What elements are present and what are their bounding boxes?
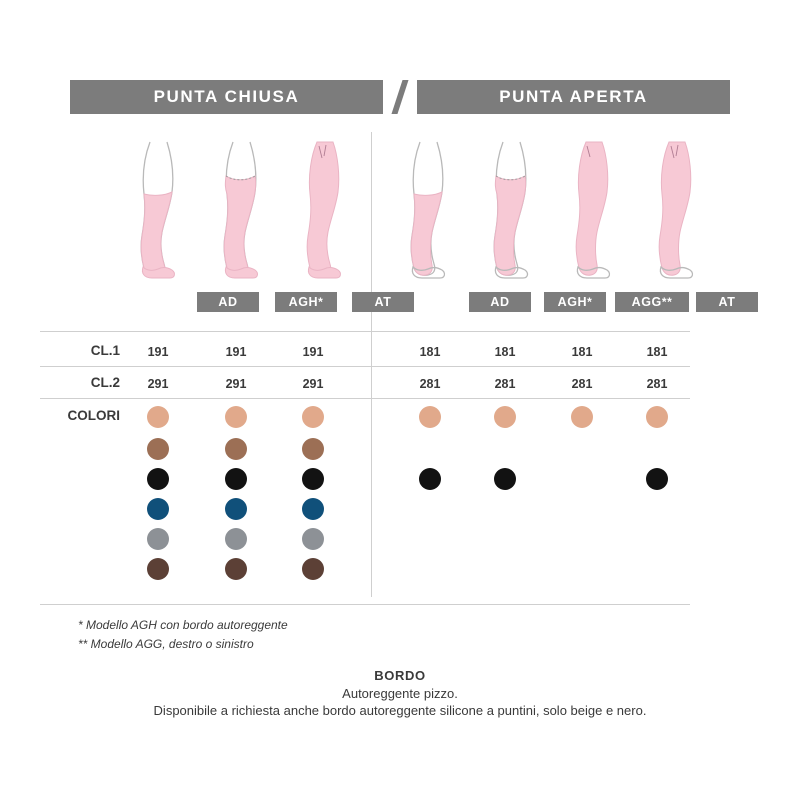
row-divider-colori [40,604,690,605]
cell-cl2-open-agh: 281 [494,377,516,391]
bordo-line-1: Autoreggente pizzo. [342,686,458,701]
header-divider [383,80,417,114]
color-swatch-closed-2-nero[interactable] [302,468,324,490]
cell-cl1-open-agh: 181 [494,345,516,359]
chip-label: AT [718,295,736,309]
color-swatch-closed-0-grigio[interactable] [147,528,169,550]
color-swatch-closed-2-blu[interactable] [302,498,324,520]
footnote-agh: * Modello AGH con bordo autoreggente [78,618,288,632]
chip-label: AGG [631,295,662,309]
slash-divider-icon [391,80,408,114]
chip-label: AGH [557,295,588,309]
color-swatch-closed-0-testa-di-moro[interactable] [147,558,169,580]
cell-cl2-open-agg: 281 [571,377,593,391]
color-swatch-closed-0-beige[interactable] [147,406,169,428]
column-chip-open-at[interactable] [696,292,758,312]
cell-cl1-closed-ad: 191 [147,345,169,359]
figure-leg-knee-high-closed-toe [120,136,202,286]
header-open-toe-title: PUNTA APERTA [417,80,730,114]
row-divider-cl2 [40,398,690,399]
color-swatch-closed-1-nero[interactable] [225,468,247,490]
color-swatch-closed-1-blu[interactable] [225,498,247,520]
cell-cl1-open-at: 181 [646,345,668,359]
column-labels [70,292,736,312]
color-swatch-closed-0-nero[interactable] [147,468,169,490]
color-swatch-open-1-nero[interactable] [494,468,516,490]
figure-leg-single-leg-tight-open-toe [555,136,637,286]
cell-cl1-closed-agh: 191 [225,345,247,359]
color-swatch-closed-0-blu[interactable] [147,498,169,520]
color-swatch-closed-1-marrone-chiaro[interactable] [225,438,247,460]
header-band [70,80,730,114]
row-label-colori: COLORI [67,408,120,423]
row-divider-top [40,331,690,332]
color-swatch-closed-1-beige[interactable] [225,406,247,428]
bordo-block [0,668,800,718]
column-chip-open-ad[interactable] [469,292,531,312]
bordo-title: BORDO [374,668,426,683]
cell-cl1-open-ad: 181 [419,345,441,359]
color-swatch-open-0-beige[interactable] [419,406,441,428]
color-swatch-open-1-beige[interactable] [494,406,516,428]
chip-star: * [318,295,324,309]
figures-closed-toe [120,136,370,286]
cell-cl1-open-agg: 181 [571,345,593,359]
color-swatch-closed-2-testa-di-moro[interactable] [302,558,324,580]
chip-label: AGH [288,295,319,309]
chip-label: AT [374,295,392,309]
column-chip-closed-ad[interactable] [197,292,259,312]
cell-cl2-closed-ad: 291 [147,377,169,391]
cell-cl2-closed-at: 291 [302,377,324,391]
row-label-cl1: CL.1 [90,343,120,358]
figure-leg-knee-high-open-toe [390,136,472,286]
header-closed-toe-title: PUNTA CHIUSA [70,80,383,114]
cell-cl2-closed-agh: 291 [225,377,247,391]
column-chip-open-agg[interactable] [615,292,689,312]
color-swatch-open-2-beige[interactable] [571,406,593,428]
column-chip-closed-at[interactable] [352,292,414,312]
chip-label: AD [218,295,238,309]
figure-leg-pantyhose-open-toe [638,136,720,286]
color-swatch-closed-1-testa-di-moro[interactable] [225,558,247,580]
bordo-line-2: Disponibile a richiesta anche bordo autoreggente silicone a puntini, solo beige e nero. [153,703,647,718]
chip-star: * [587,295,593,309]
color-swatch-open-0-nero[interactable] [419,468,441,490]
color-swatch-open-3-beige[interactable] [646,406,668,428]
color-swatch-closed-0-marrone-chiaro[interactable] [147,438,169,460]
figure-leg-thigh-high-closed-toe [203,136,285,286]
chip-label: AD [490,295,510,309]
color-swatch-closed-2-beige[interactable] [302,406,324,428]
cell-cl2-open-ad: 281 [419,377,441,391]
row-label-cl2: CL.2 [90,375,120,390]
column-chip-open-agh[interactable] [544,292,606,312]
column-chip-closed-agh[interactable] [275,292,337,312]
figure-leg-thigh-high-open-toe [473,136,555,286]
color-swatch-open-3-nero[interactable] [646,468,668,490]
chip-star: ** [661,295,673,309]
figures-row [70,136,730,286]
footnote-agg: ** Modello AGG, destro o sinistro [78,637,254,651]
figure-leg-pantyhose-closed-toe [286,136,368,286]
row-divider-cl1 [40,366,690,367]
cell-cl2-open-at: 281 [646,377,668,391]
color-swatch-closed-2-grigio[interactable] [302,528,324,550]
figures-open-toe [390,136,720,286]
color-swatch-closed-2-marrone-chiaro[interactable] [302,438,324,460]
color-swatch-closed-1-grigio[interactable] [225,528,247,550]
cell-cl1-closed-at: 191 [302,345,324,359]
